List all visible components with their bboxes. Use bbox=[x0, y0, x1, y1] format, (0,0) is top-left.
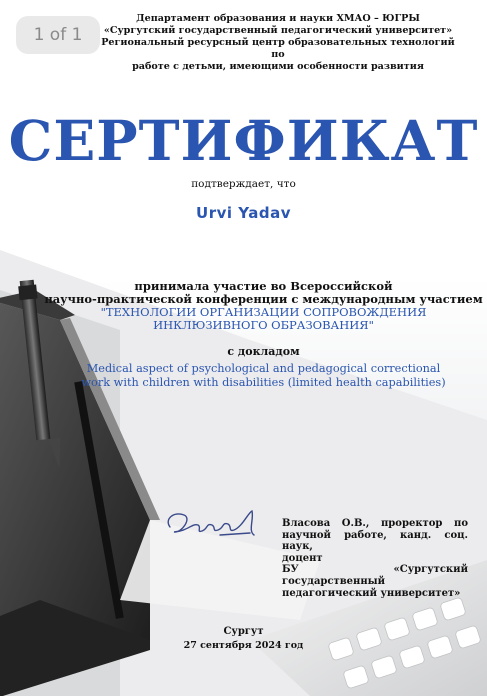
signatory-line: Власова О.В., проректор по bbox=[282, 518, 468, 529]
report-title bbox=[40, 362, 487, 390]
confirms-text: подтверждает, что bbox=[191, 178, 296, 190]
report-line: work with children with disabilities (limited health capabilities) bbox=[81, 376, 446, 389]
report-line: Medical aspect of psychological and pedagogical correctional bbox=[86, 362, 441, 375]
issue-date: 27 сентября 2024 год bbox=[183, 640, 304, 651]
header-line: Региональный ресурсный центр образовательных технологий по bbox=[101, 37, 455, 60]
header-line: «Сургутский государственный педагогический университет» bbox=[103, 25, 453, 36]
page-indicator: 1 of 1 bbox=[16, 16, 100, 54]
conference-line: ИНКЛЮЗИВНОГО ОБРАЗОВАНИЯ" bbox=[153, 318, 374, 332]
conference-name bbox=[40, 306, 487, 332]
conference-line: "ТЕХНОЛОГИИ ОРГАНИЗАЦИИ СОПРОВОЖДЕНИЯ bbox=[100, 305, 427, 319]
header-line: Департамент образования и науки ХМАО – ЮГРЫ bbox=[136, 13, 420, 24]
certificate-title: СЕРТИФИКАТ bbox=[8, 108, 479, 173]
signatory-line: доцент bbox=[282, 552, 323, 564]
header-line: работе с детьми, имеющими особенности развития bbox=[132, 61, 424, 72]
issue-city: Сургут bbox=[223, 626, 264, 637]
recipient-name: Urvi Yadav bbox=[196, 204, 291, 222]
signatory-line: педагогический университет» bbox=[282, 587, 461, 599]
with-report-label: с докладом bbox=[227, 345, 300, 358]
signatory-line: БУ «Сургутский государственный bbox=[282, 564, 468, 587]
participation-line: научно-практической конференции с международным участием bbox=[44, 292, 483, 306]
signatory-block bbox=[282, 518, 468, 599]
signature bbox=[162, 505, 272, 545]
participation-line: принимала участие во Всероссийской bbox=[134, 279, 393, 293]
signatory-line: научной работе, канд. соц. наук, bbox=[282, 529, 468, 553]
issuer-header bbox=[98, 13, 458, 73]
